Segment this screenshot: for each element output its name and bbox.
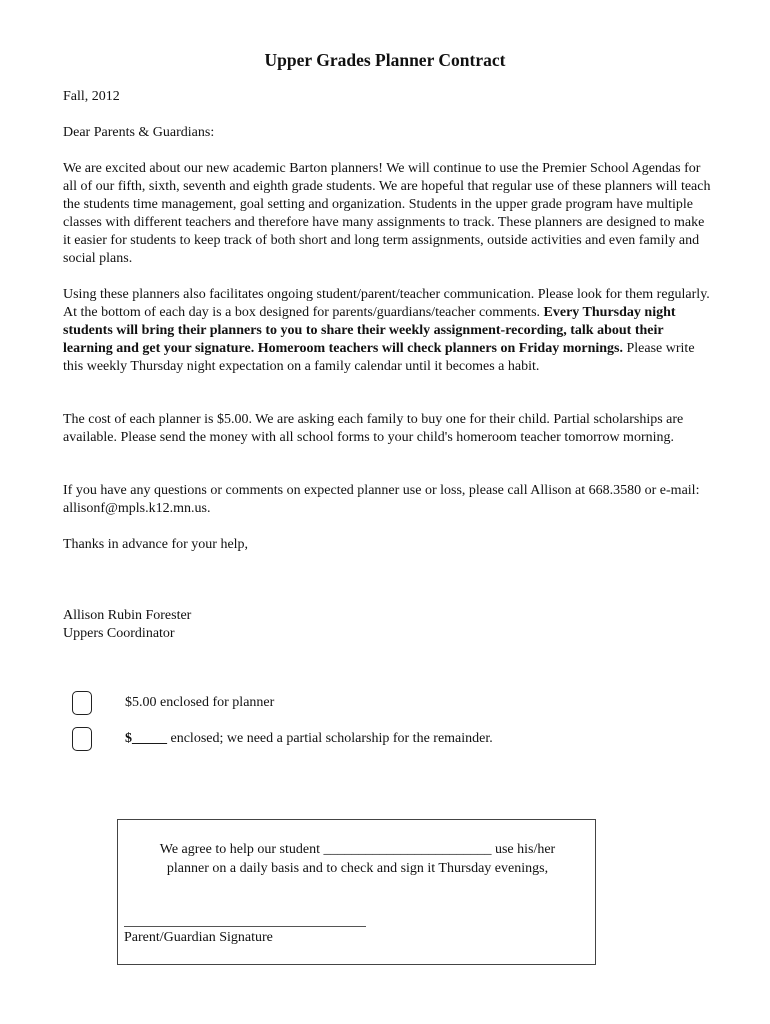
letter-date: Fall, 2012 [63,89,120,104]
paragraph-communication-outro: Please write this weekly Thursday night expectation on a family calendar until it becomes a habit. [63,341,695,374]
paragraph-intro: We are excited about our new academic Barton planners! We will continue to use the Premier School Agendas for all of our fifth, sixth, seventh and eighth grade students. We are hopeful that regular use of these planners will teach the students time management, goal setting and organization. Students in the upper grade program have multiple classes with different teachers and therefore have many assignments to track. These planners are designed to make it easier for students to keep track of both short and long term assignments, outside activities and even family and social plans. [63,161,711,266]
agreement-line-1: We agree to help our student ________________________ use his/her [159,842,556,857]
amount-blank[interactable]: $_____ [125,731,167,746]
full-payment-checkbox[interactable] [72,691,92,715]
paragraph-communication-bold: Every Thursday night students will bring their planners to you to share their weekly assignment-recording, talk about their learning and get your signature. Homeroom teachers will check planners on Friday mornings. [63,305,676,356]
signature-line[interactable] [124,926,366,927]
agreement-text [118,840,597,878]
salutation: Dear Parents & Guardians: [63,125,215,140]
full-payment-label: $5.00 enclosed for planner [125,695,275,710]
option-partial-scholarship [72,726,493,752]
signature-label: Parent/Guardian Signature [124,930,273,945]
partial-scholarship-text: enclosed; we need a partial scholarship for the remainder. [167,731,493,746]
partial-scholarship-checkbox[interactable] [72,727,92,751]
page-title: Upper Grades Planner Contract [264,50,506,70]
closing: Thanks in advance for your help, [63,537,249,552]
signer-title: Uppers Coordinator [63,626,175,641]
agreement-box [117,819,596,965]
paragraph-cost: The cost of each planner is $5.00. We are asking each family to buy one for their child. Partial scholarships are available. Please send the money with all school forms to your child's homeroom teacher tomorrow morning. [63,412,684,445]
paragraph-communication [63,286,713,376]
partial-scholarship-label [125,731,493,747]
paragraph-contact: If you have any questions or comments on expected planner use or loss, please call Allison at 668.3580 or e-mail: allisonf@mpls.k12.mn.us. [63,483,700,516]
option-full-payment [72,690,274,716]
signer-name: Allison Rubin Forester [63,608,192,623]
paragraph-communication-intro: Using these planners also facilitates ongoing student/parent/teacher communication. Please look for them regularly. At the bottom of each day is a box designed for parents/guardians/teacher comments. [63,287,710,320]
agreement-line-2: planner on a daily basis and to check and sign it Thursday evenings, [166,861,549,876]
